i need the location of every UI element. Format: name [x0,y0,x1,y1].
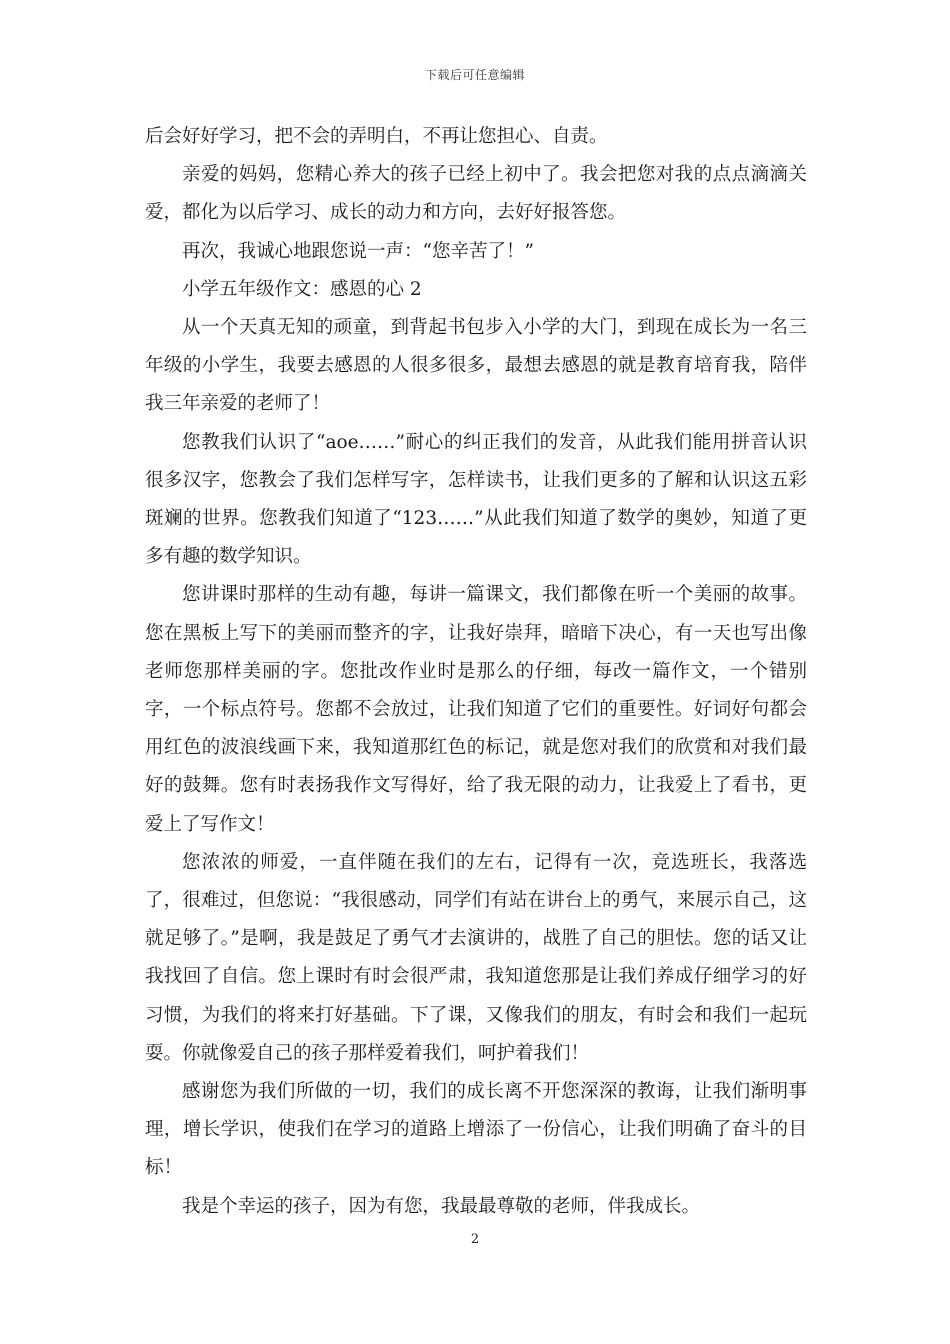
paragraph: 从一个天真无知的顽童，到背起书包步入小学的大门，到现在成长为一名三年级的小学生，我要去感恩的人很多很多，最想去感恩的就是教育培育我，陪伴我三年亲爱的老师了！ [145,317,807,415]
paragraph: 再次，我诚心地跟您说一声：“您辛苦了！” [182,240,534,262]
section-title: 小学五年级作文：感恩的心 2 [182,278,422,300]
document-body [145,118,807,1226]
paragraph: 感谢您为我们所做的一切，我们的成长离不开您深深的教诲，让我们渐明事理，增长学识，使我们在学习的道路上增添了一份信心，让我们明确了奋斗的目标！ [145,1081,807,1179]
paragraph: 我是个幸运的孩子，因为有您，我最最尊敬的老师，伴我成长。 [182,1195,701,1217]
page-header: 下载后可任意编辑 [424,68,525,82]
paragraph: 您讲课时那样的生动有趣，每讲一篇课文，我们都像在听一个美丽的故事。您在黑板上写下的美丽而整齐的字，让我好崇拜，暗暗下决心，有一天也写出像老师您那样美丽的字。您批改作业时是那么的仔细，每改一篇作文，一个错别字，一个标点符号。您都不会放过，让我们知道了它们的重要性。好词好句都会用红色的波浪线画下来，我知道那红色的标记，就是您对我们的欣赏和对我们最好的鼓舞。您有时表扬我作文写得好，给了我无限的动力，让我爱上了看书，更爱上了写作文！ [145,584,807,835]
paragraph: 您浓浓的师爱，一直伴随在我们的左右，记得有一次，竞选班长，我落选了，很难过，但您说：“我很感动，同学们有站在讲台上的勇气，来展示自己，这就足够了。”是啊，我是鼓足了勇气才去演讲的，战胜了自己的胆怯。您的话又让我找回了自信。您上课时有时会很严肃，我知道您那是让我们养成仔细学习的好习惯，为我们的将来打好基础。下了课，又像我们的朋友，有时会和我们一起玩耍。你就像爱自己的孩子那样爱着我们，呵护着我们！ [145,851,807,1064]
paragraph: 您教我们认识了“aoe……”耐心的纠正我们的发音，从此我们能用拼音认识很多汉字，您教会了我们怎样写字，怎样读书，让我们更多的了解和认识这五彩斑斓的世界。您教我们知道了“123……”从此我们知道了数学的奥妙，知道了更多有趣的数学知识。 [145,431,807,568]
paragraph-continuation: 后会好好学习，把不会的弄明白，不再让您担心、自责。 [145,126,608,147]
page-number: 2 [470,1232,480,1247]
paragraph: 亲爱的妈妈，您精心养大的孩子已经上初中了。我会把您对我的点点滴滴关爱，都化为以后学习、成长的动力和方向，去好好报答您。 [145,164,807,224]
